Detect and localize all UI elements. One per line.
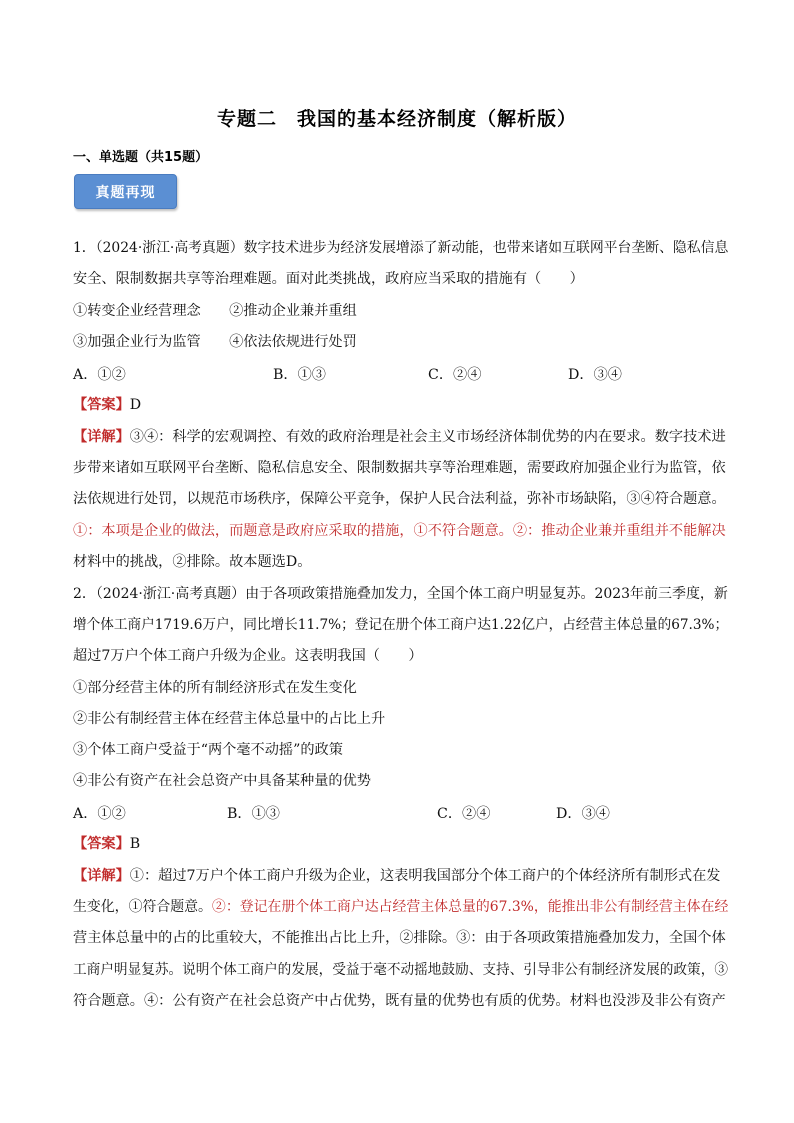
- q1-detail-text-1: ③④：科学的宏观调控、有效的政府治理是社会主义市场经济体制优势的内在要求。数字技术进: [129, 429, 726, 445]
- q2-detail-line-1: [73, 866, 720, 886]
- q1-answer-value: D: [129, 397, 142, 413]
- q2-option-c: C．②④: [437, 806, 491, 822]
- q2-item-line-2: ②非公有制经营主体在经营主体总量中的占比上升: [73, 711, 386, 727]
- q1-answer-label: 【答案】: [73, 397, 130, 413]
- q1-stem-line-1: 1．（2024·浙江·高考真题）数字技术进步为经济发展增添了新动能，也带来诸如互联网平台垄断、隐私信息: [73, 240, 729, 256]
- q1-option-a: A．①②: [73, 367, 126, 383]
- q2-item-line-3: ③个体工商户受益于“两个毫不动摇”的政策: [73, 742, 343, 758]
- q2-detail-line-3: 营主体总量中的占的比重较大，不能推出占比上升，②排除。③：由于各项政策措施叠加发力，全国个体: [73, 930, 726, 946]
- q1-detail-line-1: [73, 427, 726, 447]
- q2-detail-line-4: 工商户明显复苏。说明个体工商户的发展，受益于毫不动摇地鼓励、支持、引导非公有制经济发展的政策，③: [73, 962, 729, 978]
- q2-detail-line-2: [73, 897, 728, 917]
- q1-detail-line-4: ①：本项是企业的做法，而题意是政府应采取的措施，①不符合题意。②：推动企业兼并重组并不能解决: [73, 523, 726, 539]
- q2-detail-text-2: 生变化，①符合题意。: [73, 899, 212, 915]
- q1-item-line-2: ③加强企业行为监管 ④依法依规进行处罚: [73, 334, 357, 350]
- q1-detail-line-2: 步带来诸如互联网平台垄断、隐私信息安全、限制数据共享等治理难题，需要政府加强企业行为监管，依: [73, 460, 726, 476]
- q1-option-c: C．②④: [428, 367, 482, 383]
- q2-option-b: B．①③: [227, 806, 280, 822]
- section-heading: 一、单选题（共15题）: [73, 150, 209, 165]
- section-badge: 真题再现: [74, 174, 177, 209]
- q2-item-line-1: ①部分经营主体的所有制经济形式在发生变化: [73, 680, 357, 696]
- q2-detail-text-1: ①：超过7万户个体工商户升级为企业，这表明我国部分个体工商户的个体经济所有制形式在发: [129, 868, 721, 884]
- q2-detail-line-5: 符合题意。④：公有资产在社会总资产中占优势，既有量的优势也有质的优势。材料也没涉及非公有资产: [73, 993, 726, 1009]
- q2-option-a: A．①②: [73, 806, 126, 822]
- q1-answer: [73, 395, 141, 415]
- q2-answer-value: B: [129, 836, 141, 852]
- q2-stem-line-2: 增个体工商户1719.6万户，同比增长11.7%；登记在册个体工商户达1.22亿户，占经营主体总量的67.3%；: [73, 617, 729, 633]
- q2-item-line-4: ④非公有资产在社会总资产中具备某种量的优势: [73, 773, 371, 789]
- q1-item-line-1: ①转变企业经营理念 ②推动企业兼并重组: [73, 303, 357, 319]
- q2-answer-label: 【答案】: [73, 836, 130, 852]
- q2-answer: [73, 834, 140, 854]
- q2-stem-line-1: 2．（2024·浙江·高考真题）由于各项政策措施叠加发力，全国个体工商户明显复苏。2023年前三季度，新: [73, 586, 728, 602]
- q2-stem-line-3: 超过7万户个体工商户升级为企业。这表明我国（ ）: [73, 648, 423, 664]
- q1-stem-line-2: 安全、限制数据共享等治理难题。面对此类挑战，政府应当采取的措施有（ ）: [73, 271, 584, 287]
- q1-detail-label: 【详解】: [73, 429, 130, 445]
- q1-detail-line-5: 材料中的挑战，②排除。故本题选D。: [73, 554, 312, 570]
- q2-option-d: D．③④: [556, 806, 610, 822]
- q1-option-d: D．③④: [568, 367, 622, 383]
- q1-option-b: B．①③: [273, 367, 326, 383]
- q2-detail-label: 【详解】: [73, 868, 130, 884]
- q2-detail-text-2b: ②：登记在册个体工商户达占经营主体总量的67.3%，能推出非公有制经营主体在经: [211, 899, 729, 915]
- q1-detail-line-3: 法依规进行处罚，以规范市场秩序，保障公平竞争，保护人民合法利益，弥补市场缺陷，③④符合题意。: [73, 491, 726, 507]
- page-title: 专题二 我国的基本经济制度（解析版）: [216, 108, 577, 130]
